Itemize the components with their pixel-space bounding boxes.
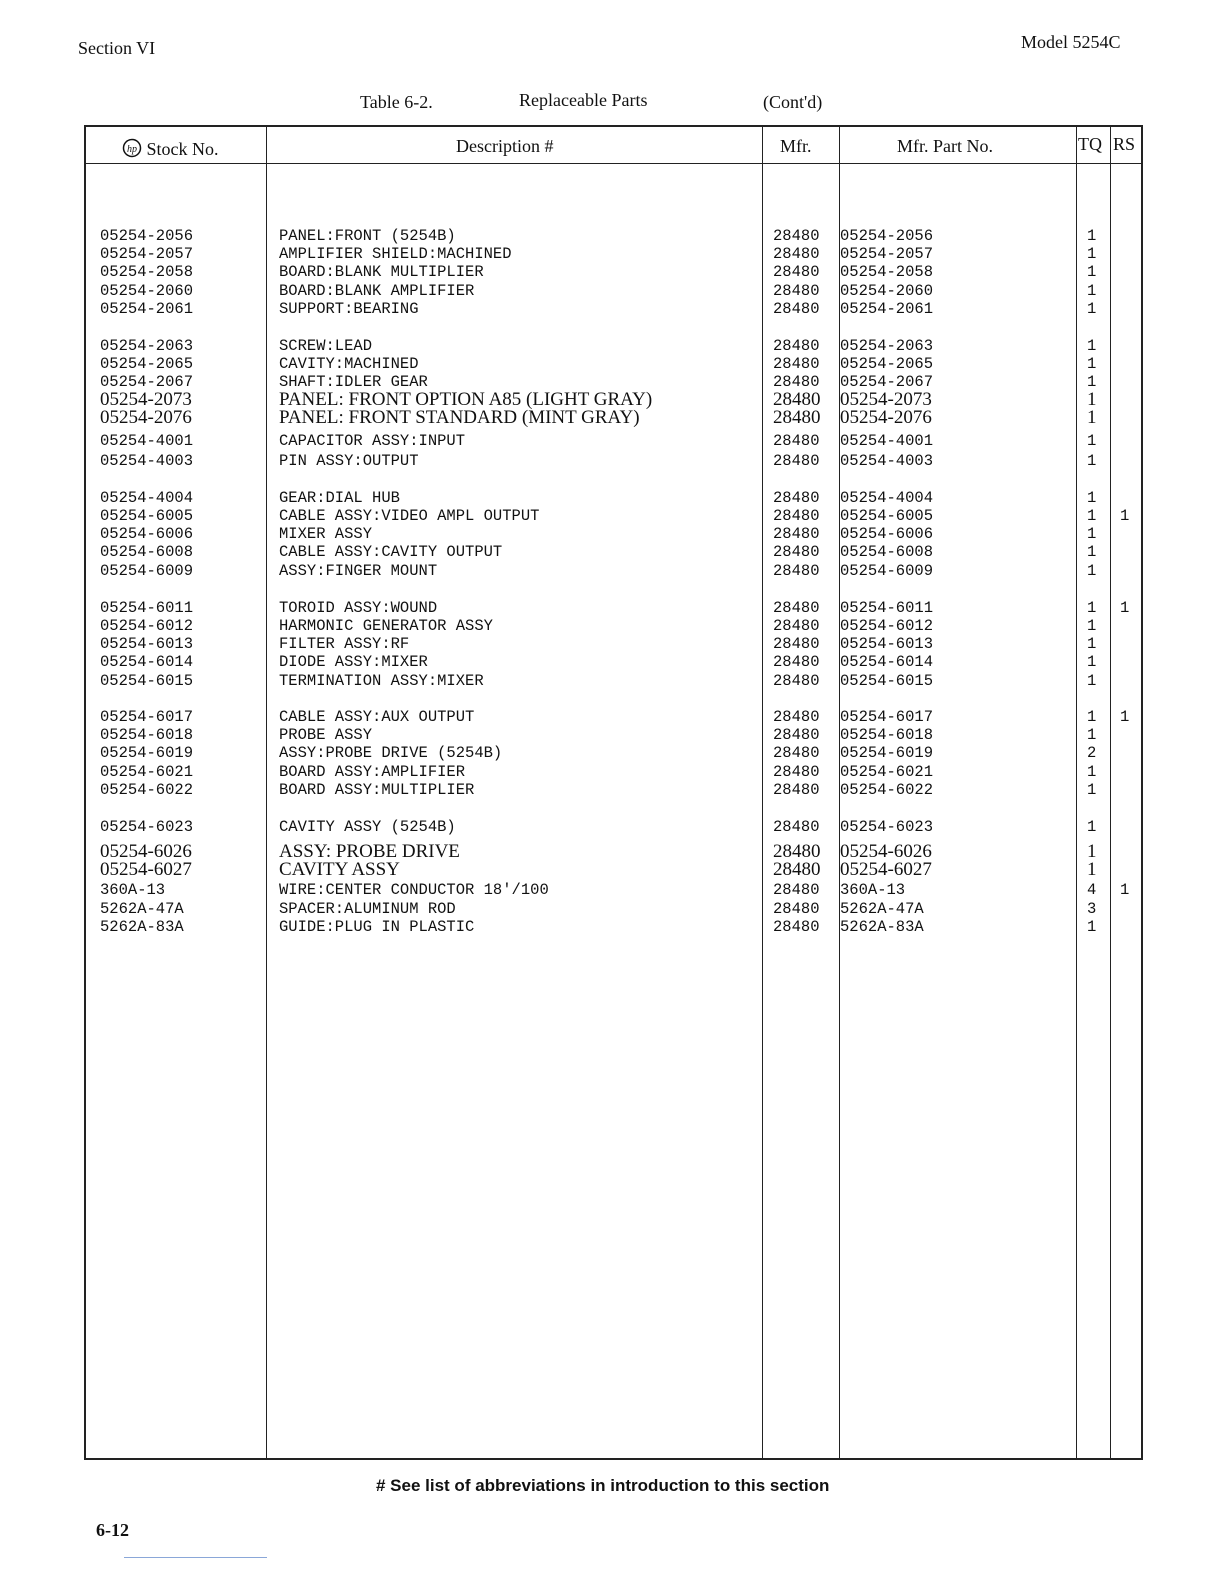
mfr-part-cell: 05254-2058 <box>840 263 934 281</box>
mfr-part-cell: 05254-6011 <box>840 599 934 617</box>
mfr-cell: 28480 <box>773 859 821 880</box>
tq-cell: 1 <box>1087 599 1097 617</box>
table-row <box>0 432 1224 450</box>
tq-cell: 1 <box>1087 389 1097 410</box>
table-row <box>0 818 1224 836</box>
description-cell: BOARD:BLANK MULTIPLIER <box>279 263 484 281</box>
description-cell: CABLE ASSY:CAVITY OUTPUT <box>279 543 503 561</box>
stock-cell: 05254-6018 <box>100 726 194 744</box>
table-row <box>0 881 1224 899</box>
mfr-part-cell: 05254-6012 <box>840 617 934 635</box>
stock-cell: 5262A-47A <box>100 900 184 918</box>
footnote: # See list of abbreviations in introduction to this section <box>376 1476 830 1495</box>
table-row <box>0 763 1224 781</box>
stock-cell: 05254-2067 <box>100 373 194 391</box>
mfr-cell: 28480 <box>773 726 820 744</box>
description-cell: CABLE ASSY:VIDEO AMPL OUTPUT <box>279 507 540 525</box>
rs-cell: 1 <box>1120 599 1130 617</box>
description-cell: CABLE ASSY:AUX OUTPUT <box>279 708 475 726</box>
table-row <box>0 263 1224 281</box>
tq-cell: 1 <box>1087 282 1097 300</box>
stock-cell: 05254-4004 <box>100 489 194 507</box>
mfr-part-cell: 5262A-83A <box>840 918 924 936</box>
table-row <box>0 900 1224 918</box>
mfr-cell: 28480 <box>773 337 820 355</box>
tq-cell: 1 <box>1087 263 1097 281</box>
stock-cell: 05254-6019 <box>100 744 194 762</box>
rs-cell: 1 <box>1120 881 1130 899</box>
mfr-part-cell: 05254-6023 <box>840 818 934 836</box>
mfr-cell: 28480 <box>773 781 820 799</box>
mfr-part-cell: 05254-6005 <box>840 507 934 525</box>
stock-cell: 05254-2073 <box>100 389 192 410</box>
stock-cell: 05254-4001 <box>100 432 194 450</box>
mfr-cell: 28480 <box>773 918 820 936</box>
stock-cell: 05254-2063 <box>100 337 194 355</box>
tq-cell: 1 <box>1087 227 1097 245</box>
table-continued: (Cont'd) <box>763 92 823 112</box>
stock-cell: 05254-6013 <box>100 635 194 653</box>
rs-cell: 1 <box>1120 708 1130 726</box>
stock-cell: 05254-6021 <box>100 763 194 781</box>
description-cell: DIODE ASSY:MIXER <box>279 653 428 671</box>
table-row <box>0 489 1224 507</box>
mfr-cell: 28480 <box>773 407 821 428</box>
mfr-cell: 28480 <box>773 617 820 635</box>
mfr-part-cell: 05254-6009 <box>840 562 934 580</box>
mfr-cell: 28480 <box>773 763 820 781</box>
table-row <box>0 599 1224 617</box>
mfr-part-cell: 05254-2065 <box>840 355 934 373</box>
table-row <box>0 227 1224 245</box>
tq-cell: 4 <box>1087 881 1097 899</box>
stock-cell: 05254-6023 <box>100 818 194 836</box>
mfr-part-cell: 05254-6008 <box>840 543 934 561</box>
stock-cell: 05254-6012 <box>100 617 194 635</box>
table-row <box>0 918 1224 936</box>
mfr-part-cell: 05254-6026 <box>840 841 932 862</box>
stock-cell: 5262A-83A <box>100 918 184 936</box>
table-row <box>0 543 1224 561</box>
mfr-cell: 28480 <box>773 300 820 318</box>
tq-cell: 1 <box>1087 452 1097 470</box>
description-cell: CAVITY ASSY (5254B) <box>279 818 456 836</box>
tq-cell: 1 <box>1087 432 1097 450</box>
stock-cell: 05254-2065 <box>100 355 194 373</box>
table-row <box>0 300 1224 318</box>
tq-cell: 1 <box>1087 489 1097 507</box>
description-cell: MIXER ASSY <box>279 525 373 543</box>
description-column-header: Description # <box>456 136 554 156</box>
tq-cell: 1 <box>1087 245 1097 263</box>
mfr-cell: 28480 <box>773 744 820 762</box>
tq-cell: 1 <box>1087 617 1097 635</box>
tq-cell: 1 <box>1087 841 1097 862</box>
description-cell: TOROID ASSY:WOUND <box>279 599 438 617</box>
description-cell: SCREW:LEAD <box>279 337 373 355</box>
table-row <box>0 672 1224 690</box>
tq-cell: 1 <box>1087 407 1097 428</box>
stock-cell: 05254-6015 <box>100 672 194 690</box>
mfr-cell: 28480 <box>773 525 820 543</box>
mfr-part-cell: 360A-13 <box>840 881 906 899</box>
mfr-cell: 28480 <box>773 653 820 671</box>
mfr-part-cell: 05254-6013 <box>840 635 934 653</box>
mfr-part-cell: 05254-2060 <box>840 282 934 300</box>
mfr-cell: 28480 <box>773 708 820 726</box>
tq-cell: 1 <box>1087 763 1097 781</box>
table-row <box>0 245 1224 263</box>
stock-cell: 05254-2060 <box>100 282 194 300</box>
description-cell: CAPACITOR ASSY:INPUT <box>279 432 466 450</box>
mfr-part-cell: 5262A-47A <box>840 900 924 918</box>
stock-header-label: Stock No. <box>146 139 219 159</box>
mfr-part-cell: 05254-2063 <box>840 337 934 355</box>
table-row <box>0 525 1224 543</box>
mfr-part-cell: 05254-6027 <box>840 859 932 880</box>
description-cell: SUPPORT:BEARING <box>279 300 419 318</box>
tq-cell: 1 <box>1087 653 1097 671</box>
mfr-part-cell: 05254-2061 <box>840 300 934 318</box>
table-row <box>0 653 1224 671</box>
mfr-cell: 28480 <box>773 672 820 690</box>
model-label: Model 5254C <box>1021 32 1121 52</box>
mfr-part-cell: 05254-6014 <box>840 653 934 671</box>
mfr-part-cell: 05254-4003 <box>840 452 934 470</box>
mfr-part-cell: 05254-2067 <box>840 373 934 391</box>
mfr-part-cell: 05254-6015 <box>840 672 934 690</box>
table-row <box>0 726 1224 744</box>
description-cell: WIRE:CENTER CONDUCTOR 18'/100 <box>279 881 549 899</box>
rs-column-header: RS <box>1113 134 1136 154</box>
page-number: 6-12 <box>96 1520 129 1540</box>
mfr-part-cell: 05254-4001 <box>840 432 934 450</box>
mfr-cell: 28480 <box>773 881 820 899</box>
description-cell: ASSY:FINGER MOUNT <box>279 562 438 580</box>
tq-cell: 1 <box>1087 672 1097 690</box>
rs-cell: 1 <box>1120 507 1130 525</box>
mfr-cell: 28480 <box>773 841 821 862</box>
stock-cell: 05254-6022 <box>100 781 194 799</box>
mfr-part-cell: 05254-2057 <box>840 245 934 263</box>
description-cell: FILTER ASSY:RF <box>279 635 410 653</box>
table-row <box>0 337 1224 355</box>
table-row <box>0 355 1224 373</box>
table-row <box>0 282 1224 300</box>
mfr-part-cell: 05254-2056 <box>840 227 934 245</box>
mfr-part-cell: 05254-6019 <box>840 744 934 762</box>
section-label: Section VI <box>78 38 156 58</box>
mfr-part-column-header: Mfr. Part No. <box>897 136 993 156</box>
description-cell: PANEL:FRONT (5254B) <box>279 227 456 245</box>
tq-cell: 1 <box>1087 373 1097 391</box>
description-cell: BOARD ASSY:MULTIPLIER <box>279 781 475 799</box>
mfr-cell: 28480 <box>773 282 820 300</box>
table-row <box>0 861 1224 879</box>
stock-cell: 05254-6014 <box>100 653 194 671</box>
mfr-part-cell: 05254-4004 <box>840 489 934 507</box>
description-cell: AMPLIFIER SHIELD:MACHINED <box>279 245 512 263</box>
tq-cell: 1 <box>1087 708 1097 726</box>
table-row <box>0 452 1224 470</box>
description-cell: TERMINATION ASSY:MIXER <box>279 672 484 690</box>
tq-cell: 1 <box>1087 507 1097 525</box>
table-row <box>0 617 1224 635</box>
mfr-cell: 28480 <box>773 432 820 450</box>
tq-cell: 1 <box>1087 300 1097 318</box>
mfr-cell: 28480 <box>773 489 820 507</box>
mfr-column-header: Mfr. <box>780 136 812 156</box>
tq-cell: 3 <box>1087 900 1097 918</box>
description-cell: SHAFT:IDLER GEAR <box>279 373 428 391</box>
table-row <box>0 507 1224 525</box>
description-cell: PANEL: FRONT STANDARD (MINT GRAY) <box>279 407 640 428</box>
stock-cell: 05254-4003 <box>100 452 194 470</box>
description-cell: PIN ASSY:OUTPUT <box>279 452 419 470</box>
stock-cell: 05254-6026 <box>100 841 192 862</box>
mfr-cell: 28480 <box>773 900 820 918</box>
stock-cell: 05254-2061 <box>100 300 194 318</box>
table-row <box>0 781 1224 799</box>
tq-cell: 1 <box>1087 543 1097 561</box>
svg-text:hp: hp <box>127 144 137 155</box>
description-cell: BOARD:BLANK AMPLIFIER <box>279 282 475 300</box>
mfr-part-cell: 05254-6018 <box>840 726 934 744</box>
mfr-part-cell: 05254-2073 <box>840 389 932 410</box>
description-cell: GUIDE:PLUG IN PLASTIC <box>279 918 475 936</box>
stock-cell: 05254-2058 <box>100 263 194 281</box>
mfr-cell: 28480 <box>773 599 820 617</box>
tq-cell: 1 <box>1087 355 1097 373</box>
description-cell: CAVITY ASSY <box>279 859 400 880</box>
description-cell: CAVITY:MACHINED <box>279 355 419 373</box>
description-cell: PROBE ASSY <box>279 726 373 744</box>
tq-cell: 2 <box>1087 744 1097 762</box>
mfr-cell: 28480 <box>773 389 821 410</box>
table-row <box>0 708 1224 726</box>
stock-cell: 05254-6027 <box>100 859 192 880</box>
tq-cell: 1 <box>1087 781 1097 799</box>
stock-cell: 05254-6005 <box>100 507 194 525</box>
description-cell: SPACER:ALUMINUM ROD <box>279 900 456 918</box>
header-divider <box>84 163 1143 164</box>
table-row <box>0 409 1224 427</box>
mfr-cell: 28480 <box>773 245 820 263</box>
table-title: Replaceable Parts <box>519 90 648 110</box>
stock-cell: 05254-2076 <box>100 407 192 428</box>
mfr-part-cell: 05254-6021 <box>840 763 934 781</box>
mfr-cell: 28480 <box>773 227 820 245</box>
description-cell: GEAR:DIAL HUB <box>279 489 400 507</box>
description-cell: PANEL: FRONT OPTION A85 (LIGHT GRAY) <box>279 389 653 410</box>
stock-cell: 05254-6011 <box>100 599 194 617</box>
mfr-cell: 28480 <box>773 263 820 281</box>
mfr-part-cell: 05254-6017 <box>840 708 934 726</box>
stock-cell: 05254-2057 <box>100 245 194 263</box>
tq-cell: 1 <box>1087 337 1097 355</box>
stock-cell: 05254-6017 <box>100 708 194 726</box>
tq-cell: 1 <box>1087 525 1097 543</box>
mfr-cell: 28480 <box>773 543 820 561</box>
mfr-part-cell: 05254-6022 <box>840 781 934 799</box>
stock-column-header <box>122 138 219 160</box>
mfr-cell: 28480 <box>773 562 820 580</box>
tq-column-header: TQ <box>1078 134 1102 154</box>
description-cell: ASSY: PROBE DRIVE <box>279 841 460 862</box>
table-row <box>0 635 1224 653</box>
mfr-cell: 28480 <box>773 635 820 653</box>
tq-cell: 1 <box>1087 635 1097 653</box>
mfr-cell: 28480 <box>773 818 820 836</box>
description-cell: BOARD ASSY:AMPLIFIER <box>279 763 466 781</box>
mfr-cell: 28480 <box>773 355 820 373</box>
mfr-part-cell: 05254-6006 <box>840 525 934 543</box>
mfr-cell: 28480 <box>773 507 820 525</box>
table-row <box>0 562 1224 580</box>
tq-cell: 1 <box>1087 726 1097 744</box>
stock-cell: 05254-6008 <box>100 543 194 561</box>
stock-cell: 05254-6006 <box>100 525 194 543</box>
page-rule <box>124 1557 267 1558</box>
mfr-cell: 28480 <box>773 452 820 470</box>
tq-cell: 1 <box>1087 562 1097 580</box>
mfr-cell: 28480 <box>773 373 820 391</box>
stock-cell: 05254-6009 <box>100 562 194 580</box>
tq-cell: 1 <box>1087 918 1097 936</box>
stock-cell: 05254-2056 <box>100 227 194 245</box>
description-cell: ASSY:PROBE DRIVE (5254B) <box>279 744 503 762</box>
description-cell: HARMONIC GENERATOR ASSY <box>279 617 493 635</box>
table-number: Table 6-2. <box>360 92 433 112</box>
mfr-part-cell: 05254-2076 <box>840 407 932 428</box>
tq-cell: 1 <box>1087 818 1097 836</box>
hp-logo-icon <box>122 138 142 158</box>
table-row <box>0 744 1224 762</box>
stock-cell: 360A-13 <box>100 881 166 899</box>
tq-cell: 1 <box>1087 859 1097 880</box>
